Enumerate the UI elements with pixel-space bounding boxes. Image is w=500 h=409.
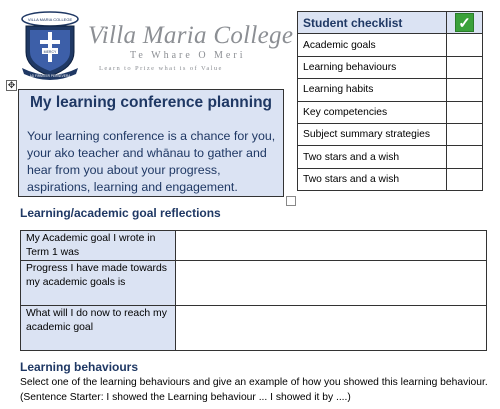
- goal-reflections-table: [20, 230, 487, 351]
- goal-question: Progress I have made towards my academic goals is: [21, 261, 176, 306]
- college-motto: Learn to Prize what is of Value: [99, 65, 223, 72]
- goal-answer-cell[interactable]: [176, 306, 487, 351]
- table-resize-handle[interactable]: [286, 196, 296, 206]
- checklist-row: [298, 146, 483, 168]
- checklist-row: [298, 123, 483, 145]
- crest-bottom-text: AD FIRMITER PERSEVERA: [29, 74, 71, 78]
- checklist-item-label: Two stars and a wish: [298, 146, 447, 168]
- goal-reflections-heading: Learning/academic goal reflections: [20, 206, 221, 220]
- checklist-row: [298, 56, 483, 78]
- checklist-item-label: Subject summary strategies: [298, 123, 447, 145]
- checklist-tick-cell[interactable]: [447, 34, 483, 56]
- page-title: My learning conference planning: [30, 94, 273, 111]
- checklist-tick-cell[interactable]: [447, 168, 483, 190]
- table-move-handle-icon[interactable]: ✥: [7, 80, 16, 90]
- checklist-tick-cell[interactable]: [447, 146, 483, 168]
- checklist-tick-cell[interactable]: [447, 79, 483, 101]
- checklist-title: Student checklist: [298, 12, 447, 34]
- checkmark-icon[interactable]: ✓: [455, 13, 474, 32]
- crest-mid-text: MERCY: [43, 50, 57, 54]
- student-checklist-table: [297, 11, 483, 191]
- college-name: Villa Maria College: [88, 22, 294, 49]
- goal-row: [21, 306, 487, 351]
- intro-text: Your learning conference is a chance for you, your ako teacher and whānau to gather and hear from you about your progress, aspirations, learning and engagement.: [27, 129, 276, 194]
- checklist-row: [298, 101, 483, 123]
- checklist-item-label: Learning habits: [298, 79, 447, 101]
- checklist-tick-cell[interactable]: [447, 101, 483, 123]
- goal-question: What will I do now to reach my academic goal: [21, 306, 176, 351]
- checklist-item-label: Two stars and a wish: [298, 168, 447, 190]
- checklist-row: [298, 168, 483, 190]
- checklist-item-label: Academic goals: [298, 34, 447, 56]
- checklist-row: [298, 34, 483, 56]
- checklist-item-label: Key competencies: [298, 101, 447, 123]
- goal-row: [21, 261, 487, 306]
- checklist-tick-cell[interactable]: [447, 123, 483, 145]
- checklist-check-cell: [447, 12, 483, 34]
- goal-question: My Academic goal I wrote in Term 1 was: [21, 231, 176, 261]
- learning-behaviours-instruction: Select one of the learning behaviours and give an example of how you showed this learning behaviour. (Sentence Starter: I showed the Learning behaviour ... I showed it by ....): [20, 377, 488, 403]
- crest-top-text: VILLA MARIA COLLEGE: [27, 17, 73, 22]
- intro-panel: [18, 89, 284, 197]
- college-logo: [18, 8, 294, 80]
- goal-answer-cell[interactable]: [176, 261, 487, 306]
- learning-behaviours-heading: Learning behaviours: [20, 360, 139, 374]
- goal-row: [21, 231, 487, 261]
- checklist-row: [298, 79, 483, 101]
- checklist-item-label: Learning behaviours: [298, 56, 447, 78]
- goal-answer-cell[interactable]: [176, 231, 487, 261]
- checklist-tick-cell[interactable]: [447, 56, 483, 78]
- checklist-header-row: [298, 12, 483, 34]
- college-crest-icon: [18, 8, 82, 80]
- college-maori-name: Te Whare O Meri: [130, 50, 246, 61]
